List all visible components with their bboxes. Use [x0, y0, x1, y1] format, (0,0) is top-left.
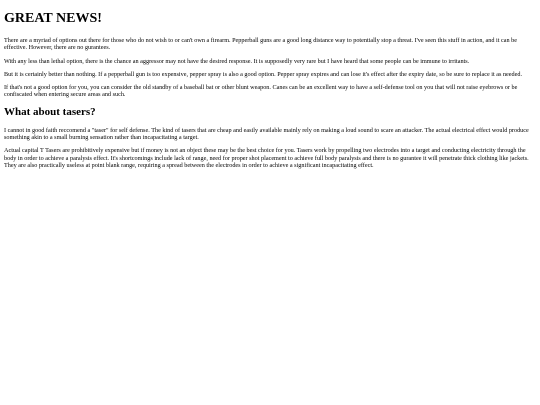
paragraph-blunt-weapon: If that's not a good option for you, you can consider the old standby of a baseball bat or other blunt weapon. Canes can be an excellent way to have a self-defense tool on you that will not raise eyebrows or be confiscated when entering secure areas and such. — [4, 84, 518, 99]
paragraph-capital-t-tasers: Actual capital T Tasers are prohibitively expensive but if money is not an object these may be the best choice for you. Tasers work by propelling two electrodes into a target and conducting electricity through the body in order to achieve a paralysis effect. It's shortcomings include lack of range, need for proper shot placement to achieve full body paralysis and there is no gurantee it will penetrate thick clothing like jackets. They are also practically useless at point blank range, requiring a spread between the electrodes in order to achieve a significant incapacitating effect. — [4, 147, 529, 169]
paragraph-options: There are a myriad of options out there for those who do not wish to or can't own a firearm. Pepperball guns are a good long distance way to potentially stop a threat. I've seen this stuff in action, and it can be effective. However, there are no gurantees. — [4, 37, 517, 52]
paragraph-taser-recommendation: I cannot in good faith reccomend a "taser" for self defense. The kind of tasers that are cheap and easily available mainly rely on making a loud sound to scare an attacker. The actual electrical effect would produce something akin to a small burning sensation rather than incapacitating a target. — [4, 126, 529, 142]
article — [0, 0, 540, 169]
page-title: GREAT NEWS! — [4, 11, 102, 26]
paragraph-pepper-spray: But it is certainly better than nothing. If a pepperball gun is too expensive, pepper spray is also a good option. Pepper spray expires and can lose it's effect after the expiry date, so be sure to replace it as needed. — [4, 70, 523, 78]
section-heading-tasers: What about tasers? — [4, 105, 96, 118]
paragraph-less-than-lethal: With any less than lethal option, there is the chance an aggressor may not have the desired response. It is supposedly very rare but I have heard that some people can be immune to irritants. — [4, 57, 470, 65]
